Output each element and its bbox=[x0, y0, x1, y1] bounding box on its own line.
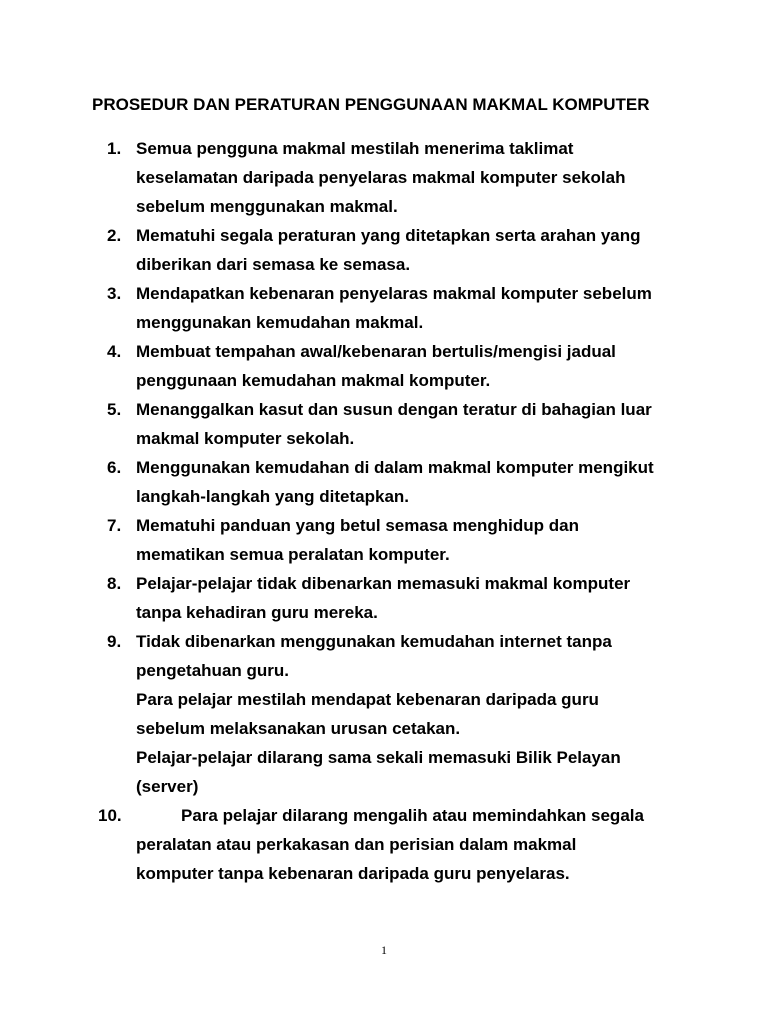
item-line: diberikan dari semasa ke semasa. bbox=[136, 255, 411, 274]
item-line: Pelajar-pelajar tidak dibenarkan memasuki makmal komputer bbox=[136, 574, 631, 593]
item-line: Membuat tempahan awal/kebenaran bertulis/mengisi jadual bbox=[136, 342, 616, 361]
item-text bbox=[136, 511, 696, 569]
item-line: komputer tanpa kebenaran daripada guru penyelaras. bbox=[136, 864, 570, 883]
item-number: 10. bbox=[98, 806, 122, 825]
item-line: penggunaan kemudahan makmal komputer. bbox=[136, 371, 491, 390]
item-line: Para pelajar mestilah mendapat kebenaran daripada guru bbox=[136, 690, 599, 709]
item-text bbox=[136, 801, 696, 888]
item-text bbox=[136, 221, 696, 279]
item-line: makmal komputer sekolah. bbox=[136, 429, 355, 448]
item-text bbox=[136, 337, 696, 395]
item-number: 3. bbox=[107, 284, 122, 303]
item-line: langkah-langkah yang ditetapkan. bbox=[136, 487, 410, 506]
item-line: Mematuhi segala peraturan yang ditetapkan serta arahan yang bbox=[136, 226, 641, 245]
item-number: 9. bbox=[107, 632, 122, 651]
item-line: Mendapatkan kebenaran penyelaras makmal komputer sebelum bbox=[136, 284, 652, 303]
item-text bbox=[136, 453, 696, 511]
item-line: mematikan semua peralatan komputer. bbox=[136, 545, 450, 564]
item-line: Mematuhi panduan yang betul semasa menghidup dan bbox=[136, 516, 580, 535]
item-line: Menanggalkan kasut dan susun dengan teratur di bahagian luar bbox=[136, 400, 652, 419]
item-text bbox=[136, 395, 696, 453]
page-number: 1 bbox=[381, 943, 387, 957]
item-line: Tidak dibenarkan menggunakan kemudahan internet tanpa bbox=[136, 632, 612, 651]
item-line: menggunakan kemudahan makmal. bbox=[136, 313, 424, 332]
item-line: keselamatan daripada penyelaras makmal komputer sekolah bbox=[136, 168, 626, 187]
item-text bbox=[136, 569, 696, 627]
item-number: 5. bbox=[107, 400, 122, 419]
item-line: Pelajar-pelajar dilarang sama sekali memasuki Bilik Pelayan bbox=[136, 748, 621, 767]
item-line: sebelum menggunakan makmal. bbox=[136, 197, 398, 216]
item-number: 1. bbox=[107, 139, 122, 158]
item-line: Menggunakan kemudahan di dalam makmal komputer mengikut bbox=[136, 458, 654, 477]
item-number: 4. bbox=[107, 342, 122, 361]
item-number: 8. bbox=[107, 574, 122, 593]
document-title: PROSEDUR DAN PERATURAN PENGGUNAAN MAKMAL KOMPUTER bbox=[92, 95, 650, 114]
item-line: sebelum melaksanakan urusan cetakan. bbox=[136, 719, 461, 738]
item-text bbox=[136, 627, 696, 801]
item-number: 6. bbox=[107, 458, 122, 477]
item-line: peralatan atau perkakasan dan perisian dalam makmal bbox=[136, 835, 577, 854]
item-line: (server) bbox=[136, 777, 199, 796]
item-line: pengetahuan guru. bbox=[136, 661, 289, 680]
item-number: 2. bbox=[107, 226, 122, 245]
item-line: Para pelajar dilarang mengalih atau memindahkan segala bbox=[181, 806, 644, 825]
item-text bbox=[136, 134, 696, 221]
item-number: 7. bbox=[107, 516, 122, 535]
item-text bbox=[136, 279, 696, 337]
item-line: tanpa kehadiran guru mereka. bbox=[136, 603, 378, 622]
item-line: Semua pengguna makmal mestilah menerima taklimat bbox=[136, 139, 574, 158]
